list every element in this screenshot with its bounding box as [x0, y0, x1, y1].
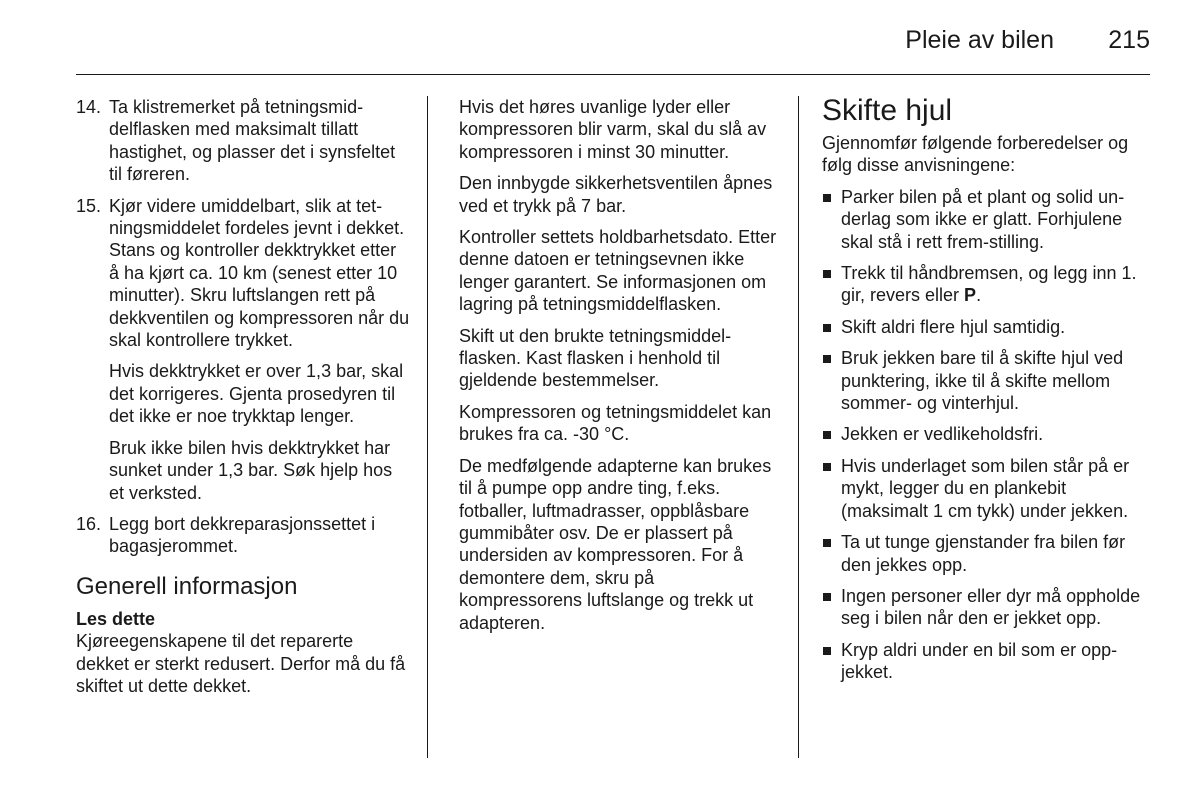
intro-text: Gjennomfør følgende forberedelser og følg disse anvisningene:	[822, 133, 1129, 176]
bullet-item	[822, 639, 1150, 684]
bullet-square-icon	[823, 463, 831, 471]
bullet-item	[822, 347, 1150, 414]
step-14	[76, 96, 410, 186]
column-3	[822, 94, 1150, 693]
bullet-square-icon	[823, 355, 831, 363]
step-15-note-pressure: Hvis dekktrykket er over 1,3 bar, skal det korrigeres. Gjenta prosedyren til det ikke er noe trykktap lenger.	[109, 361, 404, 427]
step-number: 14.	[76, 97, 102, 117]
column-divider-right	[798, 96, 799, 758]
bullet-square-icon	[823, 539, 831, 547]
bullet-square-icon	[823, 270, 831, 278]
step-15	[76, 195, 410, 352]
header-title: Pleie av bilen	[905, 26, 1054, 54]
bullet-item	[822, 316, 1150, 338]
paragraph-adapters: De medfølgende adapterne kan brukes til å pumpe opp andre ting, f.eks. fotballer, luftmadrasser, oppblåsbare gummibåter osv. De er plassert på undersiden av kompressoren. For å demontere dem, skru på kompressorens luftslange og trekk ut adapteren.	[459, 455, 772, 633]
bullet-square-icon	[823, 324, 831, 332]
bullet-item	[822, 455, 1150, 522]
bullet-text: Bruk jekken bare til å skifte hjul ved punktering, ikke til å skifte mellom sommer- og vinterhjul.	[841, 348, 1124, 414]
step-15-note-workshop: Bruk ikke bilen hvis dekktrykket har sunket under 1,3 bar. Søk hjelp hos et verksted.	[109, 437, 393, 503]
bullet-item	[822, 262, 1150, 307]
step-text: Legg bort dekkreparasjonssettet i bagasjerommet.	[109, 513, 376, 557]
bullet-text: Trekk til håndbremsen, og legg inn 1. gir, revers eller	[841, 263, 1137, 306]
column-1	[76, 96, 410, 706]
bullet-text: Skift aldri flere hjul samtidig.	[841, 316, 1066, 337]
paragraph-safety-valve: Den innbygde sikkerhetsventilen åpnes ved et trykk på 7 bar.	[459, 173, 773, 216]
paragraph-compressor-noise: Hvis det høres uvanlige lyder eller kompressoren blir varm, skal du slå av kompressoren i minst 30 minutter.	[459, 97, 767, 162]
gear-letter-p: P	[964, 285, 977, 306]
bullet-square-icon	[823, 647, 831, 655]
bullet-text: Ingen personer eller dyr må oppholde seg i bilen når den er jekket opp.	[841, 585, 1141, 629]
bullet-item	[822, 186, 1150, 253]
note-body: Kjøreegenskapene til det reparerte dekket er sterkt redusert. Derfor må du få skiftet ut dette dekket.	[76, 631, 406, 696]
page-number: 215	[1108, 26, 1150, 54]
paragraph-expiry-date: Kontroller settets holdbarhetsdato. Etter denne datoen er tetningsevnen ikke lenger garantert. Se informasjonen om lagring på tetningsmiddelflasken.	[459, 227, 777, 315]
bullet-text-end: .	[976, 285, 982, 306]
step-number: 16.	[76, 513, 102, 534]
bullet-item	[822, 423, 1150, 445]
paragraph-temperature: Kompressoren og tetningsmiddelet kan brukes fra ca. -30 °C.	[459, 401, 772, 445]
bullet-item	[822, 531, 1150, 576]
step-text: Kjør videre umiddelbart, slik at tetningsmiddelet fordeles jevnt i dekket. Stans og kontroller dekktrykket etter å ha kjørt ca. 10 km (senest etter 10 minutter). Skru luftslangen rett på dekkventilen og kompressoren når du skal kontrollere trykket.	[109, 195, 410, 351]
step-16	[76, 513, 410, 558]
bullet-text: Parker bilen på et plant og solid underlag som ikke er glatt. Forhjulene skal stå i rett frem-stilling.	[841, 186, 1125, 252]
note-subheading: Les dette	[76, 608, 156, 629]
section-title-general: Generell informasjon	[76, 572, 298, 600]
bullet-text: Ta ut tunge gjenstander fra bilen før den jekkes opp.	[841, 532, 1126, 575]
header-rule	[76, 74, 1150, 75]
bullet-text: Kryp aldri under en bil som er oppjekket.	[841, 639, 1118, 683]
section-title-wheel-change: Skifte hjul	[822, 94, 953, 127]
bullet-square-icon	[823, 431, 831, 439]
step-number: 15.	[76, 195, 102, 216]
column-divider-left	[427, 96, 428, 758]
paragraph-replace-bottle: Skift ut den brukte tetningsmiddelflasken. Kast flasken i henhold til gjeldende bestemmelser.	[459, 325, 732, 391]
bullet-item	[822, 585, 1150, 630]
bullet-text: Jekken er vedlikeholdsfri.	[841, 424, 1044, 445]
column-2	[459, 96, 779, 643]
bullet-text: Hvis underlaget som bilen står på er mykt, legger du en plankebit (maksimalt 1 cm tykk) under jekken.	[841, 455, 1130, 521]
bullet-square-icon	[823, 593, 831, 601]
step-text: Ta klistremerket på tetningsmiddelflasken med maksimalt tillatt hastighet, og plasser det i synsfeltet til føreren.	[109, 97, 396, 185]
bullet-square-icon	[823, 194, 831, 202]
